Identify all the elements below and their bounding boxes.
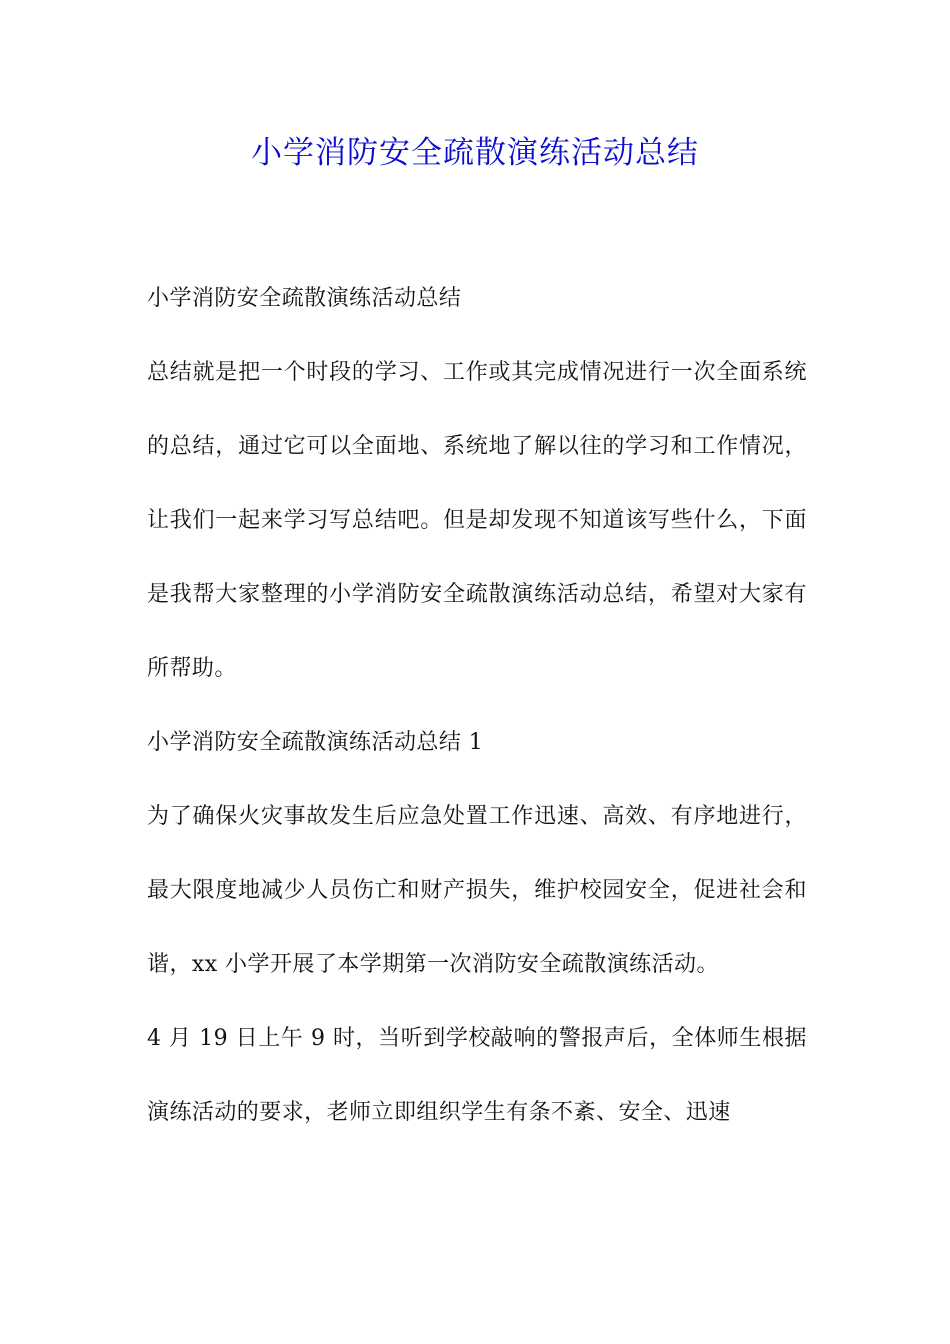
document-body (147, 262, 807, 1150)
section-heading: 小学消防安全疏散演练活动总结 (147, 286, 462, 311)
paragraph-purpose: 为了确保火灾事故发生后应急处置工作迅速、高效、有序地进行，最大限度地减少人员伤亡和财产损失，维护校园安全，促进社会和谐，xx 小学开展了本学期第一次消防安全疏散演练活动。 (147, 804, 807, 977)
paragraph-drill-start: 4 月 19 日上午 9 时，当听到学校敲响的警报声后，全体师生根据演练活动的要求，老师立即组织学生有条不紊、安全、迅速 (147, 1026, 807, 1125)
section-heading-1: 小学消防安全疏散演练活动总结 1 (147, 730, 484, 755)
document-title: 小学消防安全疏散演练活动总结 (251, 135, 699, 171)
intro-paragraph: 总结就是把一个时段的学习、工作或其完成情况进行一次全面系统的总结，通过它可以全面地、系统地了解以往的学习和工作情况，让我们一起来学习写总结吧。但是却发现不知道该写些什么，下面是我帮大家整理的小学消防安全疏散演练活动总结，希望对大家有所帮助。 (147, 360, 807, 681)
